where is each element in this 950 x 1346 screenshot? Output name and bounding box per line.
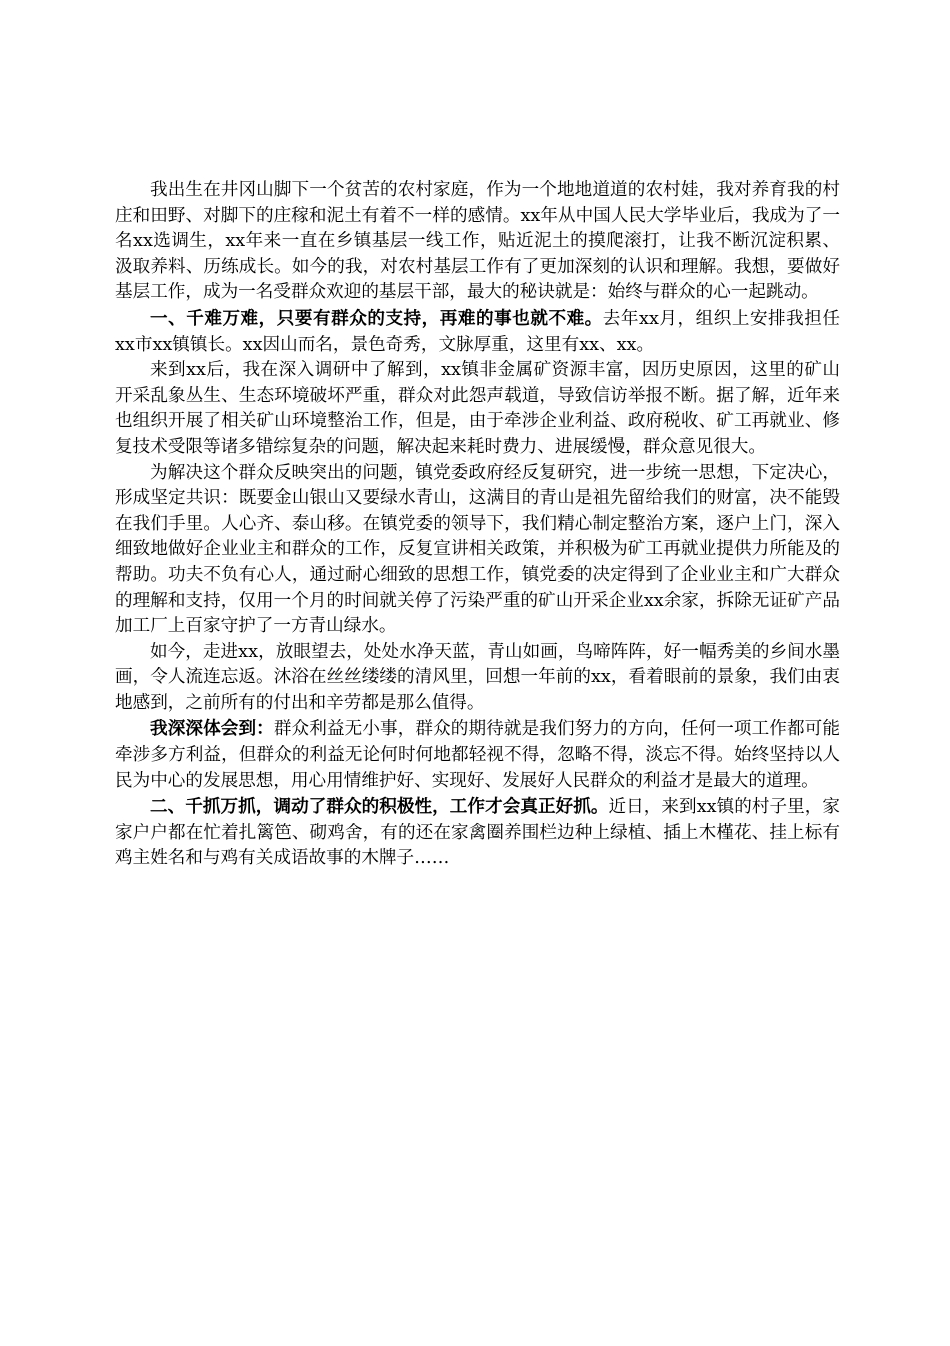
- section-heading: 二、千抓万抓，调动了群众的积极性，工作才会真正好抓。: [150, 796, 609, 818]
- paragraph-text: 群众利益无小事，群众的期待就是我们努力的方向，任何一项工作都可能牵涉多方利益，但群众的利益无论何时何地都轻视不得，忽略不得，淡忘不得。始终坚持以人民为中心的发展思想，用心用情维护好、实现好、发展好人民群众的利益才是最大的道理。: [115, 719, 840, 791]
- paragraph-text: 来到xx后，我在深入调研中了解到，xx镇非金属矿资源丰富，因历史原因，这里的矿山开采乱象丛生、生态环境破坏严重，群众对此怨声载道，导致信访举报不断。据了解，近年来也组织开展了相关矿山环境整治工作，但是，由于牵涉企业利益、政府税收、矿工再就业、修复技术受限等诸多错综复杂的问题，解决起来耗时费力、进展缓慢，群众意见很大。: [115, 360, 840, 457]
- paragraph-section-two: [115, 794, 840, 872]
- paragraph-text: 如今，走进xx，放眼望去，处处水净天蓝，青山如画，鸟啼阵阵，好一幅秀美的乡间水墨画，令人流连忘返。沐浴在丝丝缕缕的清风里，回想一年前的xx，看着眼前的景象，我们由衷地感到，之前所有的付出和辛劳都是那么值得。: [115, 641, 840, 713]
- reflection-lead: 我深深体会到：: [150, 718, 274, 740]
- paragraph-body: [115, 358, 840, 460]
- section-heading: 一、千难万难，只要有群众的支持，再难的事也就不难。: [150, 307, 603, 329]
- paragraph-body: [115, 640, 840, 717]
- paragraph-text: 我出生在井冈山脚下一个贫苦的农村家庭，作为一个地地道道的农村娃，我对养育我的村庄和田野、对脚下的庄稼和泥土有着不一样的感情。xx年从中国人民大学毕业后，我成为了一名xx选调生，xx年来一直在乡镇基层一线工作，贴近泥土的摸爬滚打，让我不断沉淀积累、汲取养料、历练成长。如今的我，对农村基层工作有了更加深刻的认识和理解。我想，要做好基层工作，成为一名受群众欢迎的基层干部，最大的秘诀就是：始终与群众的心一起跳动。: [115, 180, 840, 303]
- paragraph-text: 为解决这个群众反映突出的问题，镇党委政府经反复研究，进一步统一思想，下定决心，形成坚定共识：既要金山银山又要绿水青山，这满目的青山是祖先留给我们的财富，决不能毁在我们手里。人心齐、泰山移。在镇党委的领导下，我们精心制定整治方案，逐户上门，深入细致地做好企业业主和群众的工作，反复宣讲相关政策，并积极为矿工再就业提供力所能及的帮助。功夫不负有心人，通过耐心细致的思想工作，镇党委的决定得到了企业业主和广大群众的理解和支持，仅用一个月的时间就关停了污染严重的矿山开采企业xx余家，拆除无证矿产品加工厂上百家守护了一方青山绿水。: [115, 462, 840, 637]
- paragraph-section-one: [115, 306, 840, 358]
- paragraph-reflection: [115, 716, 840, 794]
- paragraph-text: 去年xx月，组织上安排我担任xx市xx镇镇长。xx因山而名，景色奇秀，文脉厚重，这里有xx、xx。: [115, 308, 840, 355]
- paragraph-text: 近日，来到xx镇的村子里，家家户户都在忙着扎篱笆、砌鸡舍，有的还在家禽圈养围栏边种上绿植、插上木槿花、挂上标有鸡主姓名和与鸡有关成语故事的木牌子……: [115, 797, 840, 869]
- document-body: [115, 178, 840, 872]
- paragraph-body: [115, 461, 840, 640]
- paragraph-intro: [115, 178, 840, 306]
